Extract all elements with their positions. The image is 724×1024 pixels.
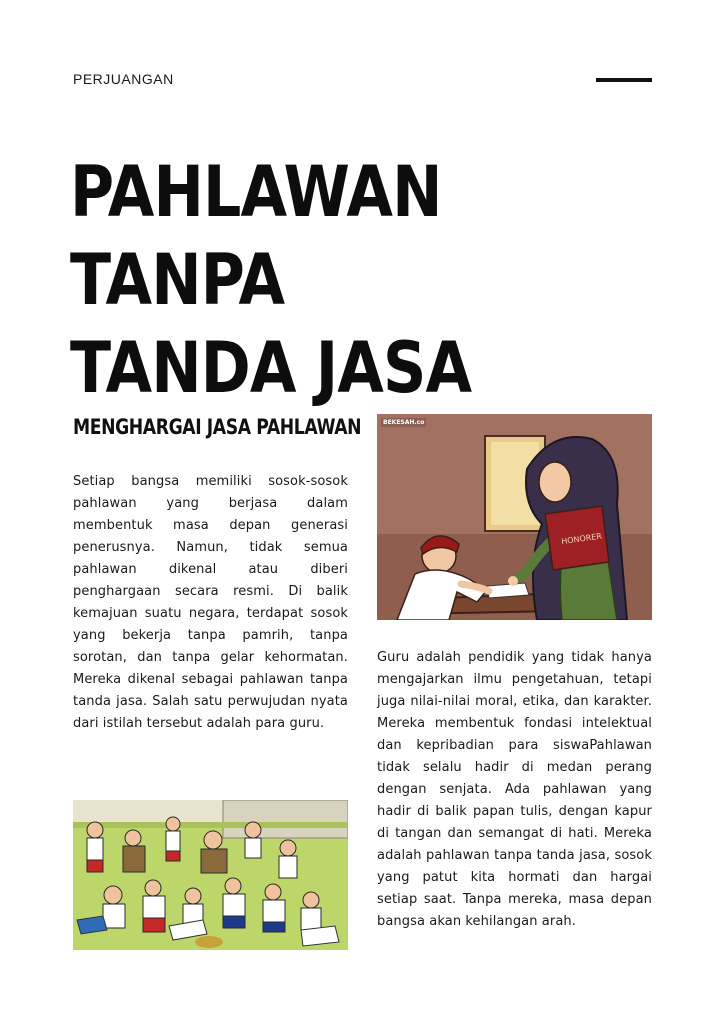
category-label: PERJUANGAN (73, 71, 174, 87)
students-group-art (73, 800, 348, 950)
teacher-illustration-art (377, 414, 652, 620)
paragraph-left: Setiap bangsa memiliki sosok-sosok pahlawan yang berjasa dalam membentuk masa depan generasi penerusnya. Namun, tidak semua pahlawan dikenal atau diberi penghargaan secara resmi. Di balik kemajuan suatu negara, terdapat sosok yang bekerja tanpa pamrih, tanpa sorotan, dan tanpa gelar kehormatan. Mereka dikenal sebagai pahlawan tanpa tanda jasa. Salah satu perwujudan nyata dari istilah tersebut adalah para guru. (73, 474, 348, 731)
book-label: HONORER (560, 531, 603, 547)
title-line-2: TANDA JASA (70, 327, 472, 409)
title-line-1: PAHLAWAN TANPA (70, 151, 442, 321)
page-title (70, 148, 586, 412)
students-group-illustration (73, 800, 348, 950)
teacher-illustration (377, 414, 652, 620)
accent-bar (596, 78, 652, 82)
section-subtitle: MENGHARGAI JASA PAHLAWAN (73, 415, 362, 439)
paragraph-right: Guru adalah pendidik yang tidak hanya mengajarkan ilmu pengetahuan, tetapi juga nilai-nilai moral, etika, dan karakter. Mereka membentuk fondasi intelektual dan kepribadian para siswaPahlawan tidak selalu hadir di medan perang dengan senjata. Ada pahlawan yang hadir di balik papan tulis, dengan kapur di tangan dan semangat di hati. Mereka adalah pahlawan tanpa tanda jasa, sosok yang patut kita hormati dan hargai setiap saat. Tanpa mereka, masa depan bangsa akan kehilangan arah. (377, 650, 652, 929)
image-watermark: BEKESAH.co (383, 419, 425, 426)
